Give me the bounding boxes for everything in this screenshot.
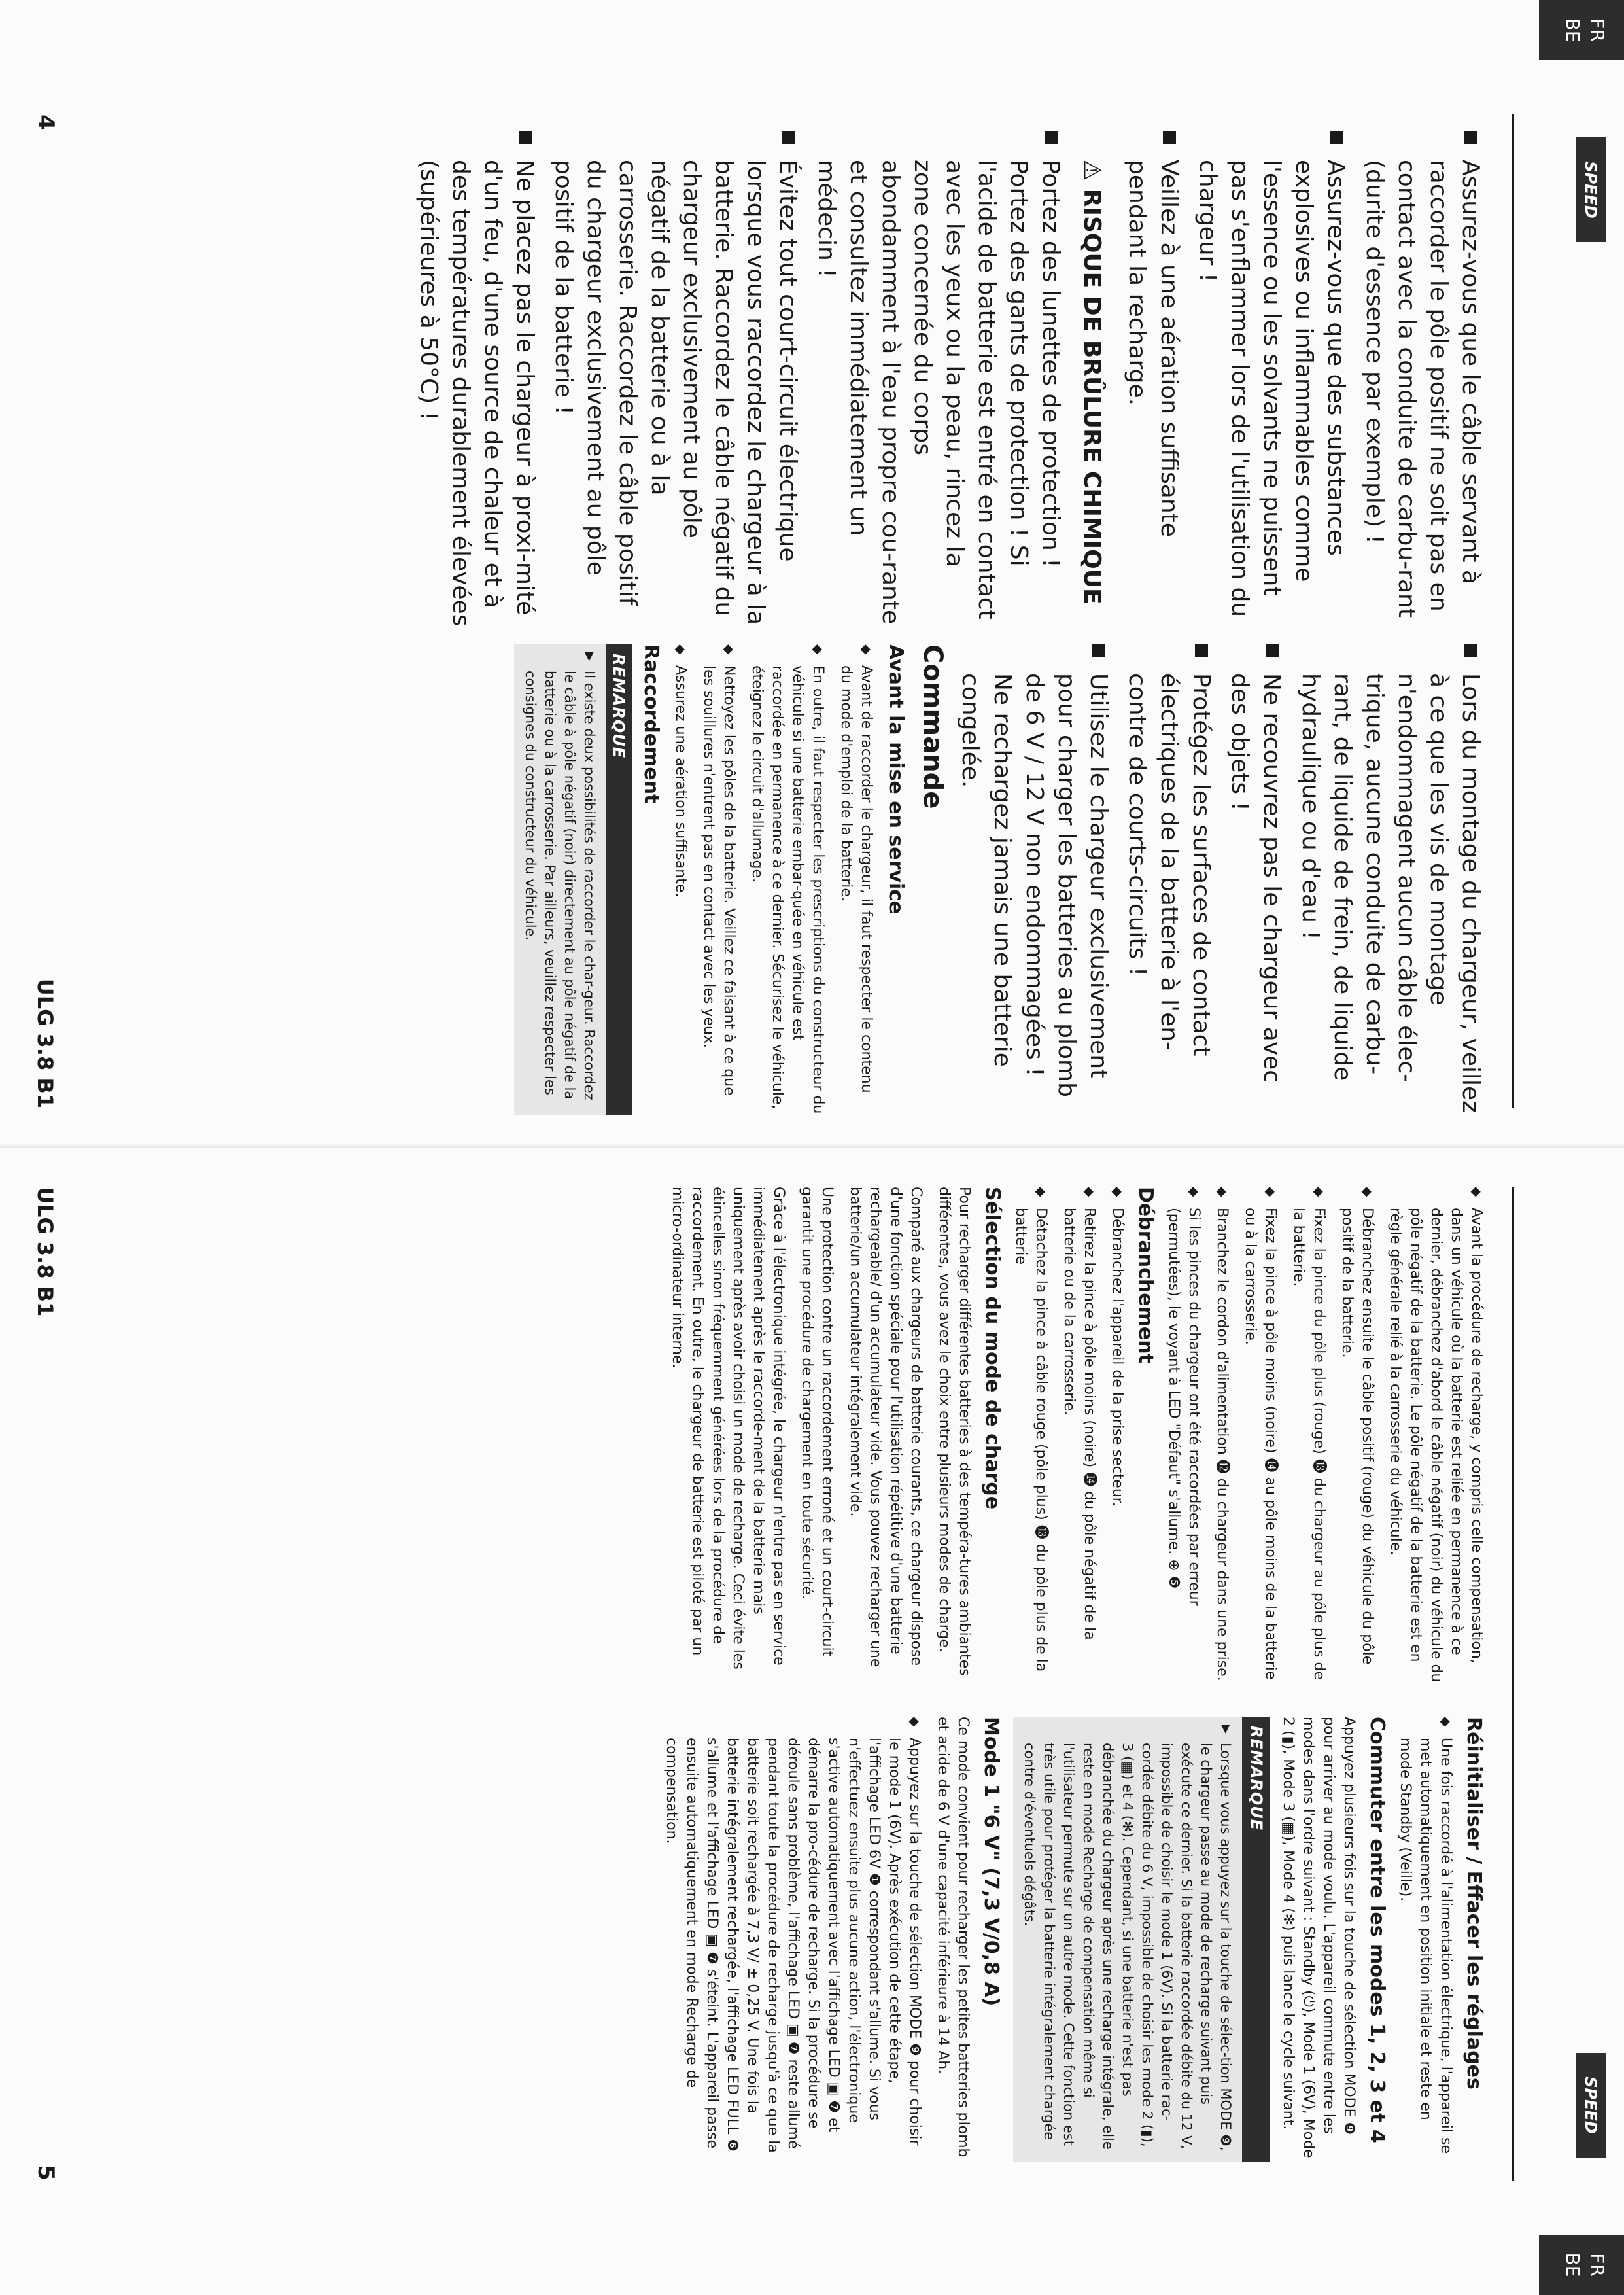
paragraph: Comparé aux chargeurs de batterie courants, ce chargeur dispose d'une fonction spéciale pour l'utilisation répétitive d'une batterie rechargeable/ d'un accumulateur vide. Vous pouvez recharger une batterie/un accumulateur intégralement vide. <box>847 1187 924 1668</box>
instruction-item: ◆ Une fois raccordé à l'alimentation électrique, l'appareil se met automatiquement en position initiale et reste en mode Standby (Veille). <box>1395 1717 1456 2162</box>
safety-item: Ne recouvrez pas le chargeur avec des objets ! <box>1224 644 1288 1115</box>
warning-heading: ⚠ RISQUE DE BRÛLURE CHIMIQUE <box>1079 160 1105 604</box>
subheading-raccordement: Raccordement <box>640 644 663 804</box>
paragraph: Une protection contre un raccordement erroné et un court-circuit garantit une procédure de chargement en toute sécurité. <box>799 1187 835 1657</box>
subheading-selection-mode: Sélection du mode de charge <box>981 1187 1004 1510</box>
instruction-item: ◆ Fixez la pince du pôle plus (rouge) ⓭ du chargeur au pôle plus de la batterie. <box>1288 1187 1329 1697</box>
safety-item: Ne placez pas le chargeur à proxi-mité d'un feu, d'une source de chaleur et à des températures durablement élevées (supérieures à 50°C) ! <box>413 131 541 628</box>
page-number: 5 <box>33 2165 59 2181</box>
instruction-item: ◆ Si les pinces du chargeur ont été raccordées par erreur (permutées), le voyant à LED "Défaut" s'allume. ⊕ ❺ <box>1164 1187 1204 1697</box>
language-tab: FR BE <box>1539 0 1624 60</box>
note-heading: REMARQUE <box>606 644 632 1115</box>
safety-item: Veillez à une aération suffisante pendant la recharge. <box>1121 131 1185 628</box>
instruction-item: ◆ Avant de raccorder le chargeur, il faut respecter le contenu du mode d'emploi de la batterie. <box>836 644 876 1115</box>
subheading-reinitialiser: Réinitialiser / Effacer les réglages <box>1462 1717 1485 2090</box>
safety-item: Utilisez le chargeur exclusivement pour charger les batteries au plomb de 6 V / 12 V non endommagées ! Ne rechargez jamais une batterie congelée. <box>954 644 1114 1115</box>
subheading-debranchement: Débranchement <box>1134 1187 1157 1363</box>
note-box <box>514 644 632 1115</box>
instruction-item: ◆ Branchez le cordon d'alimentation ⓬ du chargeur dans une prise. <box>1212 1187 1232 1697</box>
paragraph: Grâce à l'électronique intégrée, le chargeur n'entre pas en service immédiatement après le raccorde-ment de la batterie mais uniquement après avoir choisi un mode de recharge. Ceci évite les étincelles sinon fréquemment générées lors de la procédure de raccordement. En outre, le chargeur de batterie est piloté par un micro-ordinateur interne. <box>669 1187 787 1670</box>
brand-logo: SPEED <box>1576 137 1606 242</box>
model-label: ULG 3.8 B1 <box>33 978 58 1108</box>
note-text: ▶ Il existe deux possibilités de raccorder le char-geur. Raccordez le câble à pôle négatif (noir) directement au pôle négatif de la batterie ou à la carrosserie. Par ailleurs, veuillez respecter les consignes du constructeur du véhicule. <box>521 644 606 1115</box>
subheading-commuter-modes: Commuter entre les modes 1, 2, 3 et 4 <box>1366 1717 1389 2143</box>
safety-item: Assurez-vous que des substances explosives ou inflammables comme l'essence ou les solvants ne puissent pas s'enflammer lors de l'utilisation du chargeur ! <box>1192 131 1352 628</box>
instruction-item: ◆ Fixez la pince à pôle moins (noire) ⓮ au pôle moins de la batterie ou à la carrosserie. <box>1240 1187 1281 1697</box>
section-heading-commande: Commande <box>918 644 948 809</box>
page-5 <box>0 1148 1624 2295</box>
instruction-item: ◆ Retirez la pince à pôle moins (noire) ⓮ du pôle négatif de la batterie ou de la carrosserie. <box>1059 1187 1099 1697</box>
model-label: ULG 3.8 B1 <box>33 1187 58 1317</box>
modes-column <box>653 1717 1487 2162</box>
subheading-mode-1: Mode 1 "6 V" (7,3 V/0,8 A) <box>980 1717 1003 2006</box>
safety-item: Portez des lunettes de protection ! Portez des gants de protection ! Si l'acide de batterie est entré en contact avec les yeux ou la peau, rincez la zone concernée du corps abondamment à l'eau propre cou-rante et consultez immédiatement un médecin ! <box>810 131 1067 628</box>
header-rule <box>1512 114 1514 1108</box>
connection-column <box>659 1187 1487 1697</box>
instruction-item: ◆ Débranchez ensuite le câble positif (rouge) du véhicule du pôle positif de la batterie. <box>1337 1187 1377 1697</box>
header-rule <box>1512 1187 1514 2181</box>
safety-column-1 <box>406 131 1487 628</box>
paragraph: Pour recharger différentes batteries à des tempéra-tures ambiantes différentes, vous avez le choix entre plusieurs modes de charge. <box>936 1187 973 1676</box>
safety-column-2 <box>502 644 1487 1115</box>
safety-item: Assurez-vous que le câble servant à raccorder le pôle positif ne soit pas en contact avec la conduite de carbu-rant (durite d'essence par exemple) ! <box>1358 131 1487 628</box>
instruction-item: ◆ En outre, il faut respecter les prescriptions du constructeur du véhicule si une batterie embar-quée en véhicule est raccordée en permanence à ce dernier. Sécurisez le véhicule, éteignez le circuit d'allumage. <box>747 644 828 1115</box>
note-text: ▶ Lorsque vous appuyez sur la touche de sélec-tion MODE ❾, le chargeur passe au mode de recharge suivant puis exécute ce dernier. Si la batterie raccordée débite du 12 V, impossible de choisir le mode 1 (6V). Si la batterie rac-cordée débite du 6 V, impossible de choisir les mode 2 (▮), 3 (▦) et 4 (✻). Cependant, si une batterie n'est pas débranchée du chargeur après une recharge intégrale, elle reste en mode Recharge de compensation même si l'utilisateur permute sur un autre mode. Cette fonction est très utile pour protéger la batterie intégralement chargée contre d'éventuels dégâts. <box>1020 1717 1242 2162</box>
note-box <box>1013 1717 1270 2162</box>
instruction-item: ◆ Avant la procédure de recharge, y compris celle compensation, dans un véhicule où la batterie est reliée en permanence à ce dernier, débranchez d'abord le câble négatif (noir) du véhicule du pôle négatif de la batterie. Le pôle négatif de la batterie est en règle générale relié à la carrosserie du véhicule. <box>1385 1187 1487 1697</box>
language-tab: FR BE <box>1539 2235 1624 2295</box>
paragraph: Appuyez plusieurs fois sur la touche de sélection MODE ❾ pour arriver au mode voulu. L'appareil commute entre les modes dans l'ordre suivant : Standby (⏻), Mode 1 (6V), Mode 2 (▮), Mode 3 (▦), Mode 4 (✻) puis lance le cycle suivant. <box>1280 1717 1357 2158</box>
note-heading: REMARQUE <box>1242 1717 1270 2162</box>
safety-item: Évitez tout court-circuit électrique lorsque vous raccordez le chargeur à la batterie. Raccordez le câble négatif du chargeur exclusivement au pôle négatif de la batterie ou à la carrosserie. Raccordez le câble positif du chargeur exclusivement au pôle positif de la batterie ! <box>547 131 804 628</box>
instruction-item: ◆ Assurez une aération suffisante. <box>670 644 691 1115</box>
page-number: 4 <box>33 114 59 130</box>
safety-item: Lors du montage du chargeur, veillez à ce que les vis de montage n'endommagent aucun câble élec-trique, aucune conduite de carbu-rant, de liquide de frein, de liquide hydraulique ou d'eau ! <box>1294 644 1487 1115</box>
instruction-item: ◆ Débranchez l'appareil de la prise secteur. <box>1107 1187 1128 1697</box>
instruction-item: ◆ Détachez la pince à câble rouge (pôle plus) ⓭ du pôle plus de la batterie <box>1011 1187 1051 1697</box>
safety-item: Protégez les surfaces de contact électriques de la batterie à l'en-contre de courts-circuits ! <box>1121 644 1217 1115</box>
paragraph: Ce mode convient pour recharger les petites batteries plomb et acide de 6 V d'une capacité inférieure à 14 Ah. <box>935 1717 971 2158</box>
subheading-mise-en-service: Avant la mise en service <box>884 644 907 915</box>
instruction-item: ◆ Nettoyez les pôles de la batterie. Veillez ce faisant à ce que les souillures n'entrent pas en contact avec les yeux. <box>699 644 739 1115</box>
instruction-item: ◆ Appuyez sur la touche de sélection MODE ❾ pour choisir le mode 1 (6V). Après exécution de cette étape, l'affichage LED 6V ❶ correspondant s'allume. Si vous n'effectuez ensuite plus aucune action, l'électronique s'active automatiquement avec l'affichage LED ▣ ❼ et démarre la pro-cédure de recharge. Si la procédure se déroule sans problème, l'affichage LED ▣ ❼ reste allumé pendant toute la procédure de recharge jusqu'à ce que la batterie soit rechargée à 7,3 V/ ± 0,25 V. Une fois la batterie intégralement rechargée, l'affichage LED FULL ❻ s'allume et l'affichage LED ▣ ❼ s'éteint. L'appareil passe ensuite automatiquement en mode Recharge de compensation. <box>661 1717 925 2162</box>
brand-logo: SPEED <box>1576 2053 1606 2158</box>
